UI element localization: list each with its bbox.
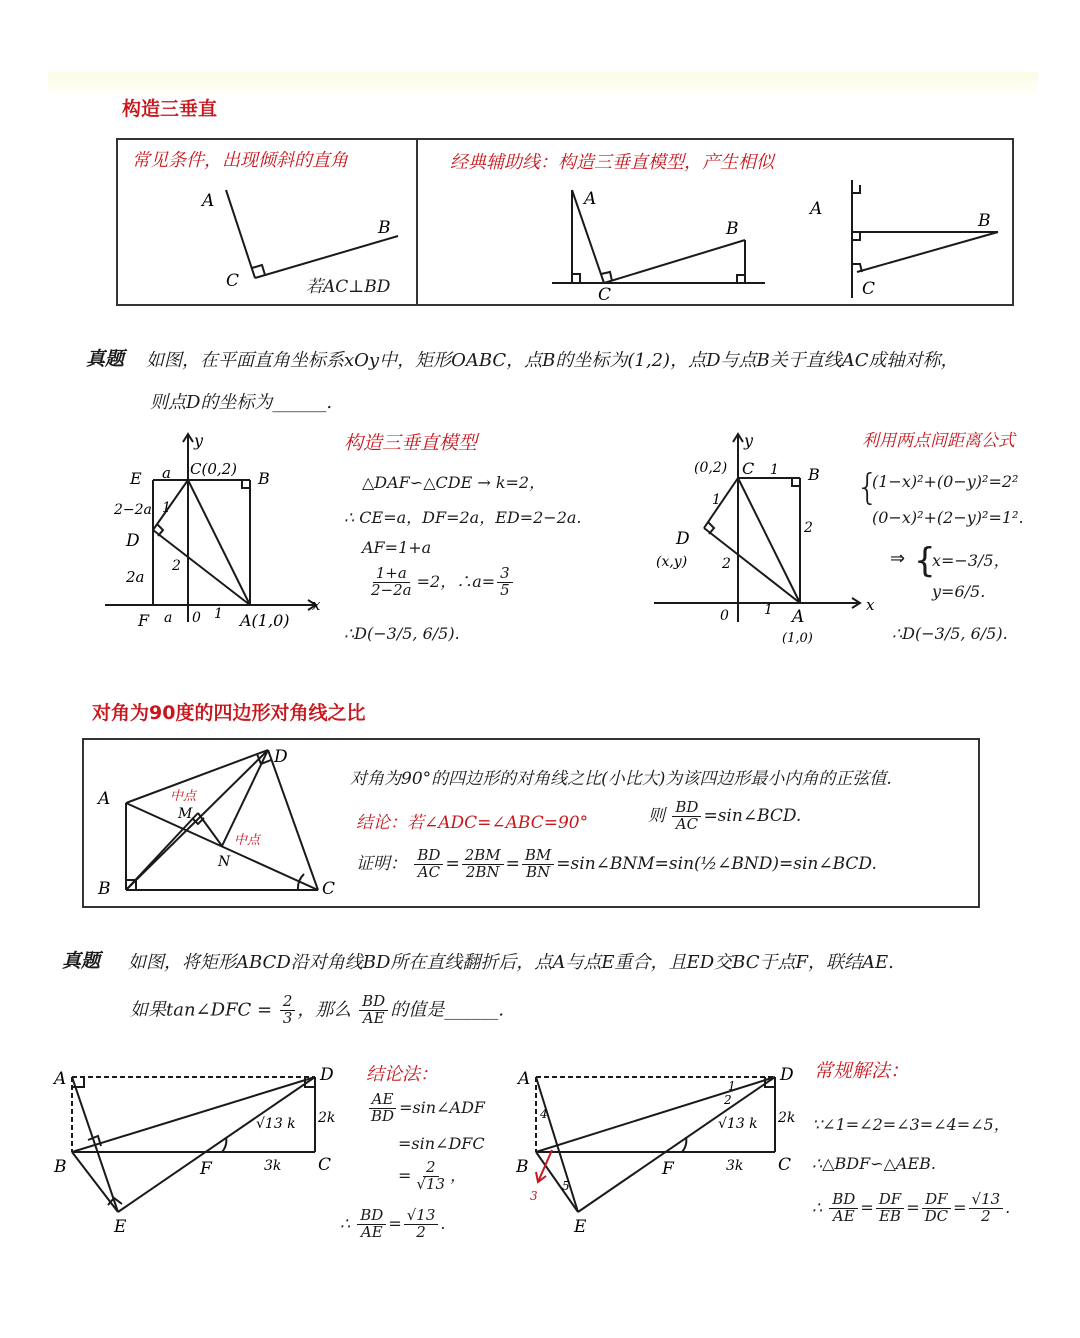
fig3-label-b: B <box>978 211 991 231</box>
method1-line1: △DAF∽△CDE → k=2， <box>362 473 546 492</box>
g1-label-y: y <box>194 431 204 450</box>
g4-label-c: C <box>778 1155 792 1175</box>
g1-label-o: 0 <box>192 610 201 626</box>
g2-label-02: (0,2) <box>694 460 728 476</box>
g3-label-b: B <box>54 1157 67 1177</box>
g1-label-c: C(0,2) <box>190 460 238 478</box>
g3-label-f: F <box>200 1159 212 1179</box>
problem2-line2: 如果tan∠DFC = $\frac{2}{3}$ ，那么 $\frac{BD}{AE}$ 的值是______. <box>130 992 504 1027</box>
fig2-label-c: C <box>598 285 612 305</box>
section2-conclusion-formula: 则 $\frac{BD}{AC}$ =sin∠BCD. <box>648 798 802 833</box>
g2-label-1: 1 <box>770 462 779 478</box>
g1-label-f: F <box>138 611 150 630</box>
method1-line3: AF=1+a <box>362 538 432 557</box>
method4-line3: ∴ $\frac{BD}{AE}$ = $\frac{DF}{EB}$ = $\frac{DF}{DC}$ = $\frac{√13}{2}$ . <box>812 1190 1011 1225</box>
method4-line1: ∵∠1=∠2=∠3=∠4=∠5， <box>812 1115 1010 1134</box>
g1-label-a: a <box>162 464 171 482</box>
g4-label-d: D <box>780 1065 794 1085</box>
g1-label-a2: a <box>164 610 173 626</box>
g4-label-b: B <box>516 1157 529 1177</box>
s2-label-b: B <box>98 879 111 899</box>
g4-angle-5: 5 <box>562 1179 570 1193</box>
method1-heading: 构造三垂直模型 <box>344 432 478 454</box>
method2-implies: ⇒ <box>890 548 906 569</box>
method2-brace2: { <box>914 541 936 581</box>
g2-label-c: C <box>742 459 755 478</box>
method1-result: ∴D(−3/5, 6/5). <box>344 624 460 643</box>
g1-label-1: 1 <box>162 500 171 516</box>
g1-label-e: E <box>130 469 142 488</box>
s2-label-midpoint-1: 中点 <box>170 789 197 804</box>
method2-eq2: (0−x)²+(2−y)²=1². <box>872 508 1024 527</box>
g2-label-o: 0 <box>720 608 729 624</box>
g1-label-b: B <box>258 469 270 488</box>
g2-label-1c: 1 <box>764 602 773 618</box>
g2-label-d: D <box>676 529 690 549</box>
method2-result: ∴D(−3/5, 6/5). <box>892 624 1008 643</box>
problem1-line1: 如图，在平面直角坐标系xOy中，矩形OABC，点B的坐标为(1,2)，点D与点B关于直线AC成轴对称， <box>146 350 959 371</box>
method3-line1: $\frac{AE}{BD}$ =sin∠ADF <box>366 1092 485 1125</box>
g4-angle-1: 1 <box>728 1079 736 1093</box>
g2-label-y: y <box>744 431 754 450</box>
method1-line4: $\frac{1+a}{2-2a}$ =2，∴a= $\frac{3}{5}$ <box>366 566 515 599</box>
problem2-tag: 真题 <box>62 950 101 972</box>
fig1-label-a: A <box>202 191 215 211</box>
method3-line3: = $\frac{2}{√13}$ ， <box>398 1158 467 1193</box>
s2-label-c: C <box>322 879 336 899</box>
method3-result: ∴ $\frac{BD}{AE}$ = $\frac{√13}{2}$ . <box>340 1206 446 1241</box>
section2-proof: 证明： $\frac{BD}{AC}$ = $\frac{2BM}{2BN}$ = $\frac{BM}{BN}$ =sin∠BNM=sin(½∠BND)=sin∠BCD. <box>356 846 877 881</box>
g3-label-e: E <box>114 1217 127 1237</box>
g4-angle-4: 4 <box>540 1107 548 1121</box>
problem2-line1: 如图，将矩形ABCD沿对角线BD所在直线翻折后，点A与点E重合，且ED交BC于点F，联结AE. <box>128 952 894 973</box>
g3-label-d: D <box>320 1065 334 1085</box>
g4-label-f: F <box>662 1159 674 1179</box>
g3-label-c: C <box>318 1155 332 1175</box>
g1-label-x: x <box>312 596 321 614</box>
section2-conclusion: 结论：若∠ADC=∠ABC=90° <box>356 813 589 833</box>
g1-label-2: 2 <box>172 558 181 574</box>
s2-label-n: N <box>218 854 231 870</box>
g1-label-1b: 1 <box>214 606 223 622</box>
method3-heading: 结论法： <box>366 1064 438 1085</box>
method2-heading: 利用两点间距离公式 <box>862 431 1015 451</box>
g4-label-2k: 2k <box>778 1110 796 1126</box>
method3-line2: =sin∠DFC <box>398 1134 485 1153</box>
g2-label-a: A <box>792 607 805 627</box>
fig1-label-b: B <box>378 218 391 238</box>
g2-label-2b: 2 <box>722 556 731 572</box>
method4-heading: 常规解法： <box>814 1060 910 1082</box>
g4-angle-2: 2 <box>724 1093 732 1107</box>
problem1-tag: 真题 <box>86 348 125 370</box>
left-condition: 若AC⊥BD <box>306 277 391 297</box>
method4-line2: ∴△BDF∽△AEB. <box>812 1154 936 1173</box>
g4-label-k13: √13 k <box>718 1116 758 1132</box>
g1-label-2a: 2a <box>126 568 145 586</box>
fig1-label-c: C <box>226 271 240 291</box>
fig3-label-c: C <box>862 279 876 299</box>
left-caption: 常见条件，出现倾斜的直角 <box>132 150 348 171</box>
g1-label-a10: A(1,0) <box>240 611 290 630</box>
section-title-three-perpendicular: 构造三垂直 <box>122 98 218 120</box>
fig3-label-a: A <box>810 199 823 219</box>
g3-label-3k: 3k <box>264 1158 282 1174</box>
g4-label-a: A <box>518 1069 531 1089</box>
g2-label-10: (1,0) <box>782 631 813 646</box>
method2-sol-x: x=−3/5， <box>932 551 1010 570</box>
s2-label-midpoint-2: 中点 <box>234 833 261 848</box>
fig2-label-a: A <box>584 189 597 209</box>
method2-brace: { <box>856 467 879 508</box>
g4-angle-3: 3 <box>530 1189 538 1203</box>
g4-label-3k: 3k <box>726 1158 744 1174</box>
section-title-diagonal-ratio: 对角为90度的四边形对角线之比 <box>92 702 366 724</box>
fig2-label-b: B <box>726 219 739 239</box>
method1-line2: ∴ CE=a，DF=2a，ED=2−2a. <box>344 508 582 527</box>
right-caption: 经典辅助线：构造三垂直模型，产生相似 <box>450 152 774 173</box>
method2-eq1: (1−x)²+(0−y)²=2² <box>872 472 1019 491</box>
graph4-lines <box>536 1077 775 1212</box>
s2-label-a: A <box>98 789 111 809</box>
g3-label-a: A <box>54 1069 67 1089</box>
g3-label-2k: 2k <box>318 1110 336 1126</box>
g1-label-2-2a: 2−2a <box>114 502 152 518</box>
g2-label-xy: (x,y) <box>656 554 688 570</box>
g2-label-1b: 1 <box>712 492 721 508</box>
problem1-line2: 则点D的坐标为______. <box>150 392 333 413</box>
section2-description: 对角为90°的四边形的对角线之比(小比大)为该四边形最小内角的正弦值. <box>350 769 892 789</box>
g3-label-k13: √13 k <box>256 1116 296 1132</box>
s2-label-d: D <box>274 747 288 767</box>
method2-sol-y: y=6/5. <box>932 582 986 601</box>
g2-label-2: 2 <box>804 520 813 536</box>
graph3-lines <box>72 1077 315 1212</box>
g2-label-b: B <box>808 465 820 484</box>
g4-label-e: E <box>574 1217 587 1237</box>
s2-label-m: M <box>178 806 193 822</box>
g1-label-d: D <box>126 531 140 551</box>
g2-label-x: x <box>866 596 875 614</box>
